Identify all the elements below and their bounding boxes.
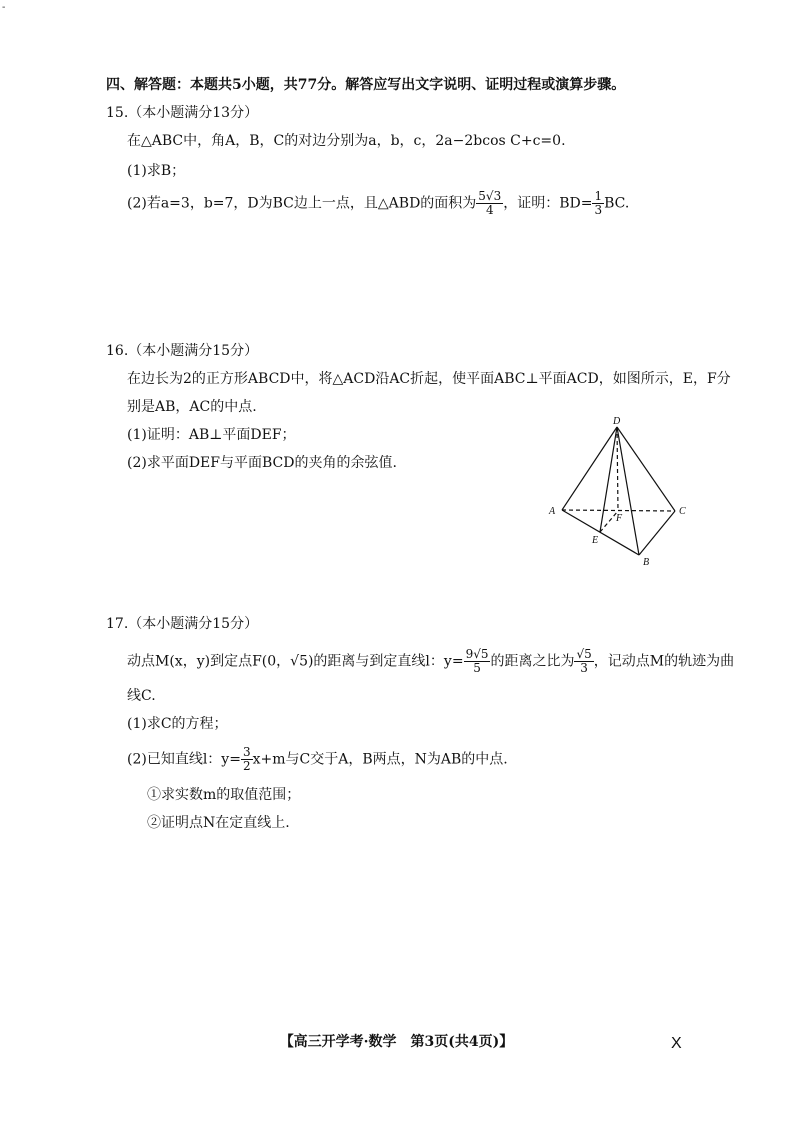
q17-part2-pre: (2)已知直线l：y= bbox=[127, 751, 241, 768]
fraction-denominator: 4 bbox=[485, 203, 494, 218]
fraction-denominator: 3 bbox=[580, 661, 588, 676]
q17-title: 17.（本小题满分15分） bbox=[106, 616, 259, 632]
q15-part2 bbox=[127, 190, 629, 217]
edge-ac-hidden bbox=[562, 510, 675, 511]
fraction-numerator: 9√5 bbox=[465, 647, 489, 661]
q16-part1: (1)证明：AB⊥平面DEF； bbox=[127, 427, 296, 443]
edge-db bbox=[617, 427, 639, 555]
label-f: F bbox=[616, 513, 623, 524]
edge-de bbox=[600, 427, 617, 532]
edge-da bbox=[562, 427, 617, 510]
q15-area-fraction bbox=[476, 190, 503, 217]
q15-part1: (1)求B； bbox=[127, 163, 186, 179]
q16-stem-line2: 别是AB，AC的中点. bbox=[127, 399, 257, 415]
fraction-numerator: 3 bbox=[242, 745, 251, 759]
label-e: E bbox=[592, 535, 599, 546]
q15-title: 15.（本小题满分13分） bbox=[106, 105, 259, 121]
fraction-numerator: 5√3 bbox=[478, 189, 502, 203]
q17-ratio-fraction bbox=[574, 648, 593, 675]
edge-ab bbox=[562, 510, 639, 555]
fraction-numerator: 1 bbox=[594, 189, 603, 203]
q15-part2-pre: (2)若a=3，b=7，D为BC边上一点，且△ABD的面积为 bbox=[127, 195, 477, 212]
q15-ratio-fraction bbox=[592, 190, 604, 217]
q16-title: 16.（本小题满分15分） bbox=[106, 343, 259, 359]
edge-df-hidden bbox=[617, 427, 618, 511]
label-c: C bbox=[679, 506, 686, 517]
q17-stem-pre: 动点M(x，y)到定点F(0，√5)的距离与到定直线l：y= bbox=[127, 653, 464, 670]
fraction-denominator: 3 bbox=[594, 203, 603, 218]
label-b: B bbox=[643, 557, 650, 568]
q17-stem-mid: 的距离之比为 bbox=[490, 653, 575, 670]
q17-stem-post: ，记动点M的轨迹为曲 bbox=[593, 653, 735, 670]
q15-part2-post: BC. bbox=[604, 195, 630, 212]
page-footer: 【高三开学考·数学 第3页(共4页)】 bbox=[279, 1034, 514, 1050]
q17-sub1: ①求实数m的取值范围； bbox=[147, 787, 301, 803]
edge-dc bbox=[617, 427, 675, 511]
q17-slope-fraction bbox=[241, 746, 253, 773]
fraction-numerator: √5 bbox=[576, 647, 592, 661]
q17-part1: (1)求C的方程； bbox=[127, 716, 228, 732]
paper-code: X bbox=[671, 1035, 682, 1052]
edge-bc bbox=[639, 511, 675, 555]
fraction-denominator: 5 bbox=[473, 661, 481, 676]
q17-sub2: ②证明点N在定直线上. bbox=[147, 815, 290, 831]
q17-line-fraction bbox=[464, 648, 491, 675]
tetrahedron-figure bbox=[540, 415, 695, 575]
label-d: D bbox=[613, 416, 621, 427]
q17-stem-line2: 线C. bbox=[127, 688, 156, 704]
q17-part2-post: x+m与C交于A，B两点，N为AB的中点. bbox=[252, 751, 508, 768]
q15-part2-mid: ，证明：BD= bbox=[503, 195, 593, 212]
q16-stem-line1: 在边长为2的正方形ABCD中，将△ACD沿AC折起，使平面ABC⊥平面ACD，如图所示，E，F分 bbox=[127, 371, 731, 387]
section-header: 四、解答题：本题共5小题，共77分。解答应写出文字说明、证明过程或演算步骤。 bbox=[106, 77, 626, 93]
fraction-denominator: 2 bbox=[242, 759, 251, 774]
q17-stem bbox=[127, 648, 734, 675]
q17-part2 bbox=[127, 746, 508, 773]
label-a: A bbox=[549, 506, 556, 517]
q15-stem: 在△ABC中，角A，B，C的对边分别为a，b，c，2a−2bcos C+c=0. bbox=[127, 133, 566, 149]
q16-part2: (2)求平面DEF与平面BCD的夹角的余弦值. bbox=[127, 455, 397, 471]
corner-mark: - bbox=[2, 2, 6, 13]
